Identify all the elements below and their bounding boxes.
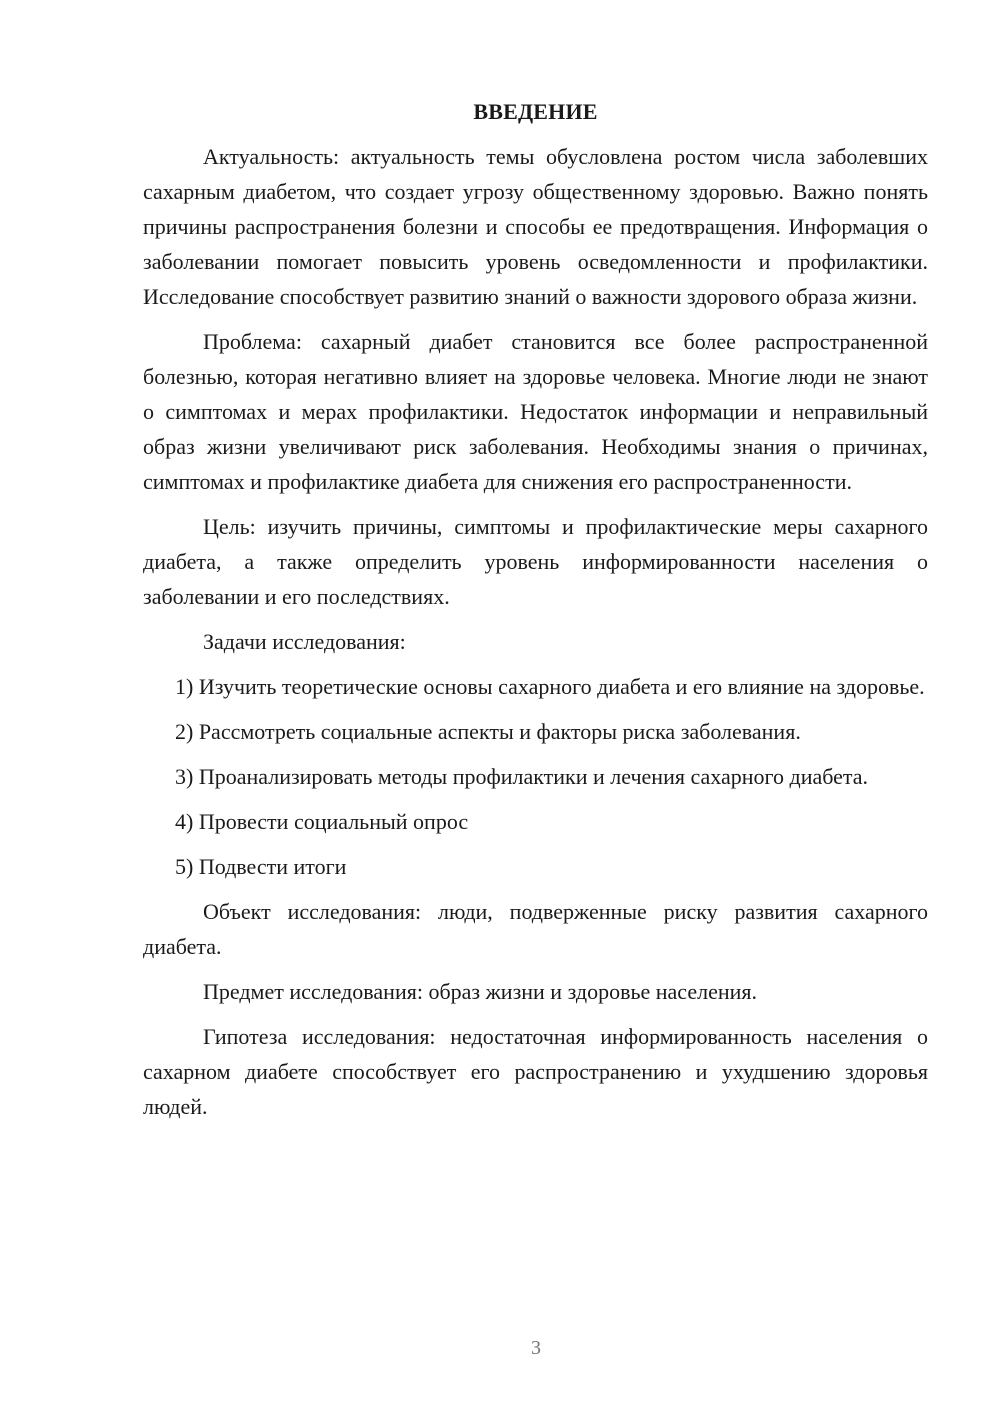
tasks-heading: Задачи исследования: — [203, 629, 406, 654]
page-number: 3 — [531, 1337, 541, 1359]
paragraph-object: Объект исследования: люди, подверженные риску развития сахарного диабета. — [143, 899, 928, 959]
document-body — [143, 94, 928, 1134]
task-item-5: 5) Подвести итоги — [175, 854, 347, 879]
task-item-2: 2) Рассмотреть социальные аспекты и факторы риска заболевания. — [175, 719, 801, 744]
section-title: ВВЕДЕНИЕ — [473, 99, 598, 124]
task-item-1: 1) Изучить теоретические основы сахарного диабета и его влияние на здоровье. — [175, 674, 925, 699]
paragraph-problem: Проблема: сахарный диабет становится все более распространенной болезнью, которая негативно влияет на здоровье человека. Многие люди не знают о симптомах и мерах профилактики. Недостаток информации и неправильный образ жизни увеличивают риск заболевания. Необходимы знания о причинах, симптомах и профилактике диабета для снижения его распространенности. — [143, 329, 928, 494]
paragraph-goal: Цель: изучить причины, симптомы и профилактические меры сахарного диабета, а также определить уровень информированности населения о заболевании и его последствиях. — [143, 514, 928, 609]
paragraph-subject: Предмет исследования: образ жизни и здоровье населения. — [203, 979, 757, 1004]
paragraph-relevance: Актуальность: актуальность темы обусловлена ростом числа заболевших сахарным диабетом, что создает угрозу общественному здоровью. Важно понять причины распространения болезни и способы ее предотвращения. Информация о заболевании помогает повысить уровень осведомленности и профилактики. Исследование способствует развитию знаний о важности здорового образа жизни. — [143, 144, 928, 309]
task-item-4: 4) Провести социальный опрос — [175, 809, 469, 834]
task-item-3: 3) Проанализировать методы профилактики и лечения сахарного диабета. — [175, 764, 869, 789]
paragraph-hypothesis: Гипотеза исследования: недостаточная информированность населения о сахарном диабете способствует его распространению и ухудшению здоровья людей. — [143, 1024, 928, 1119]
